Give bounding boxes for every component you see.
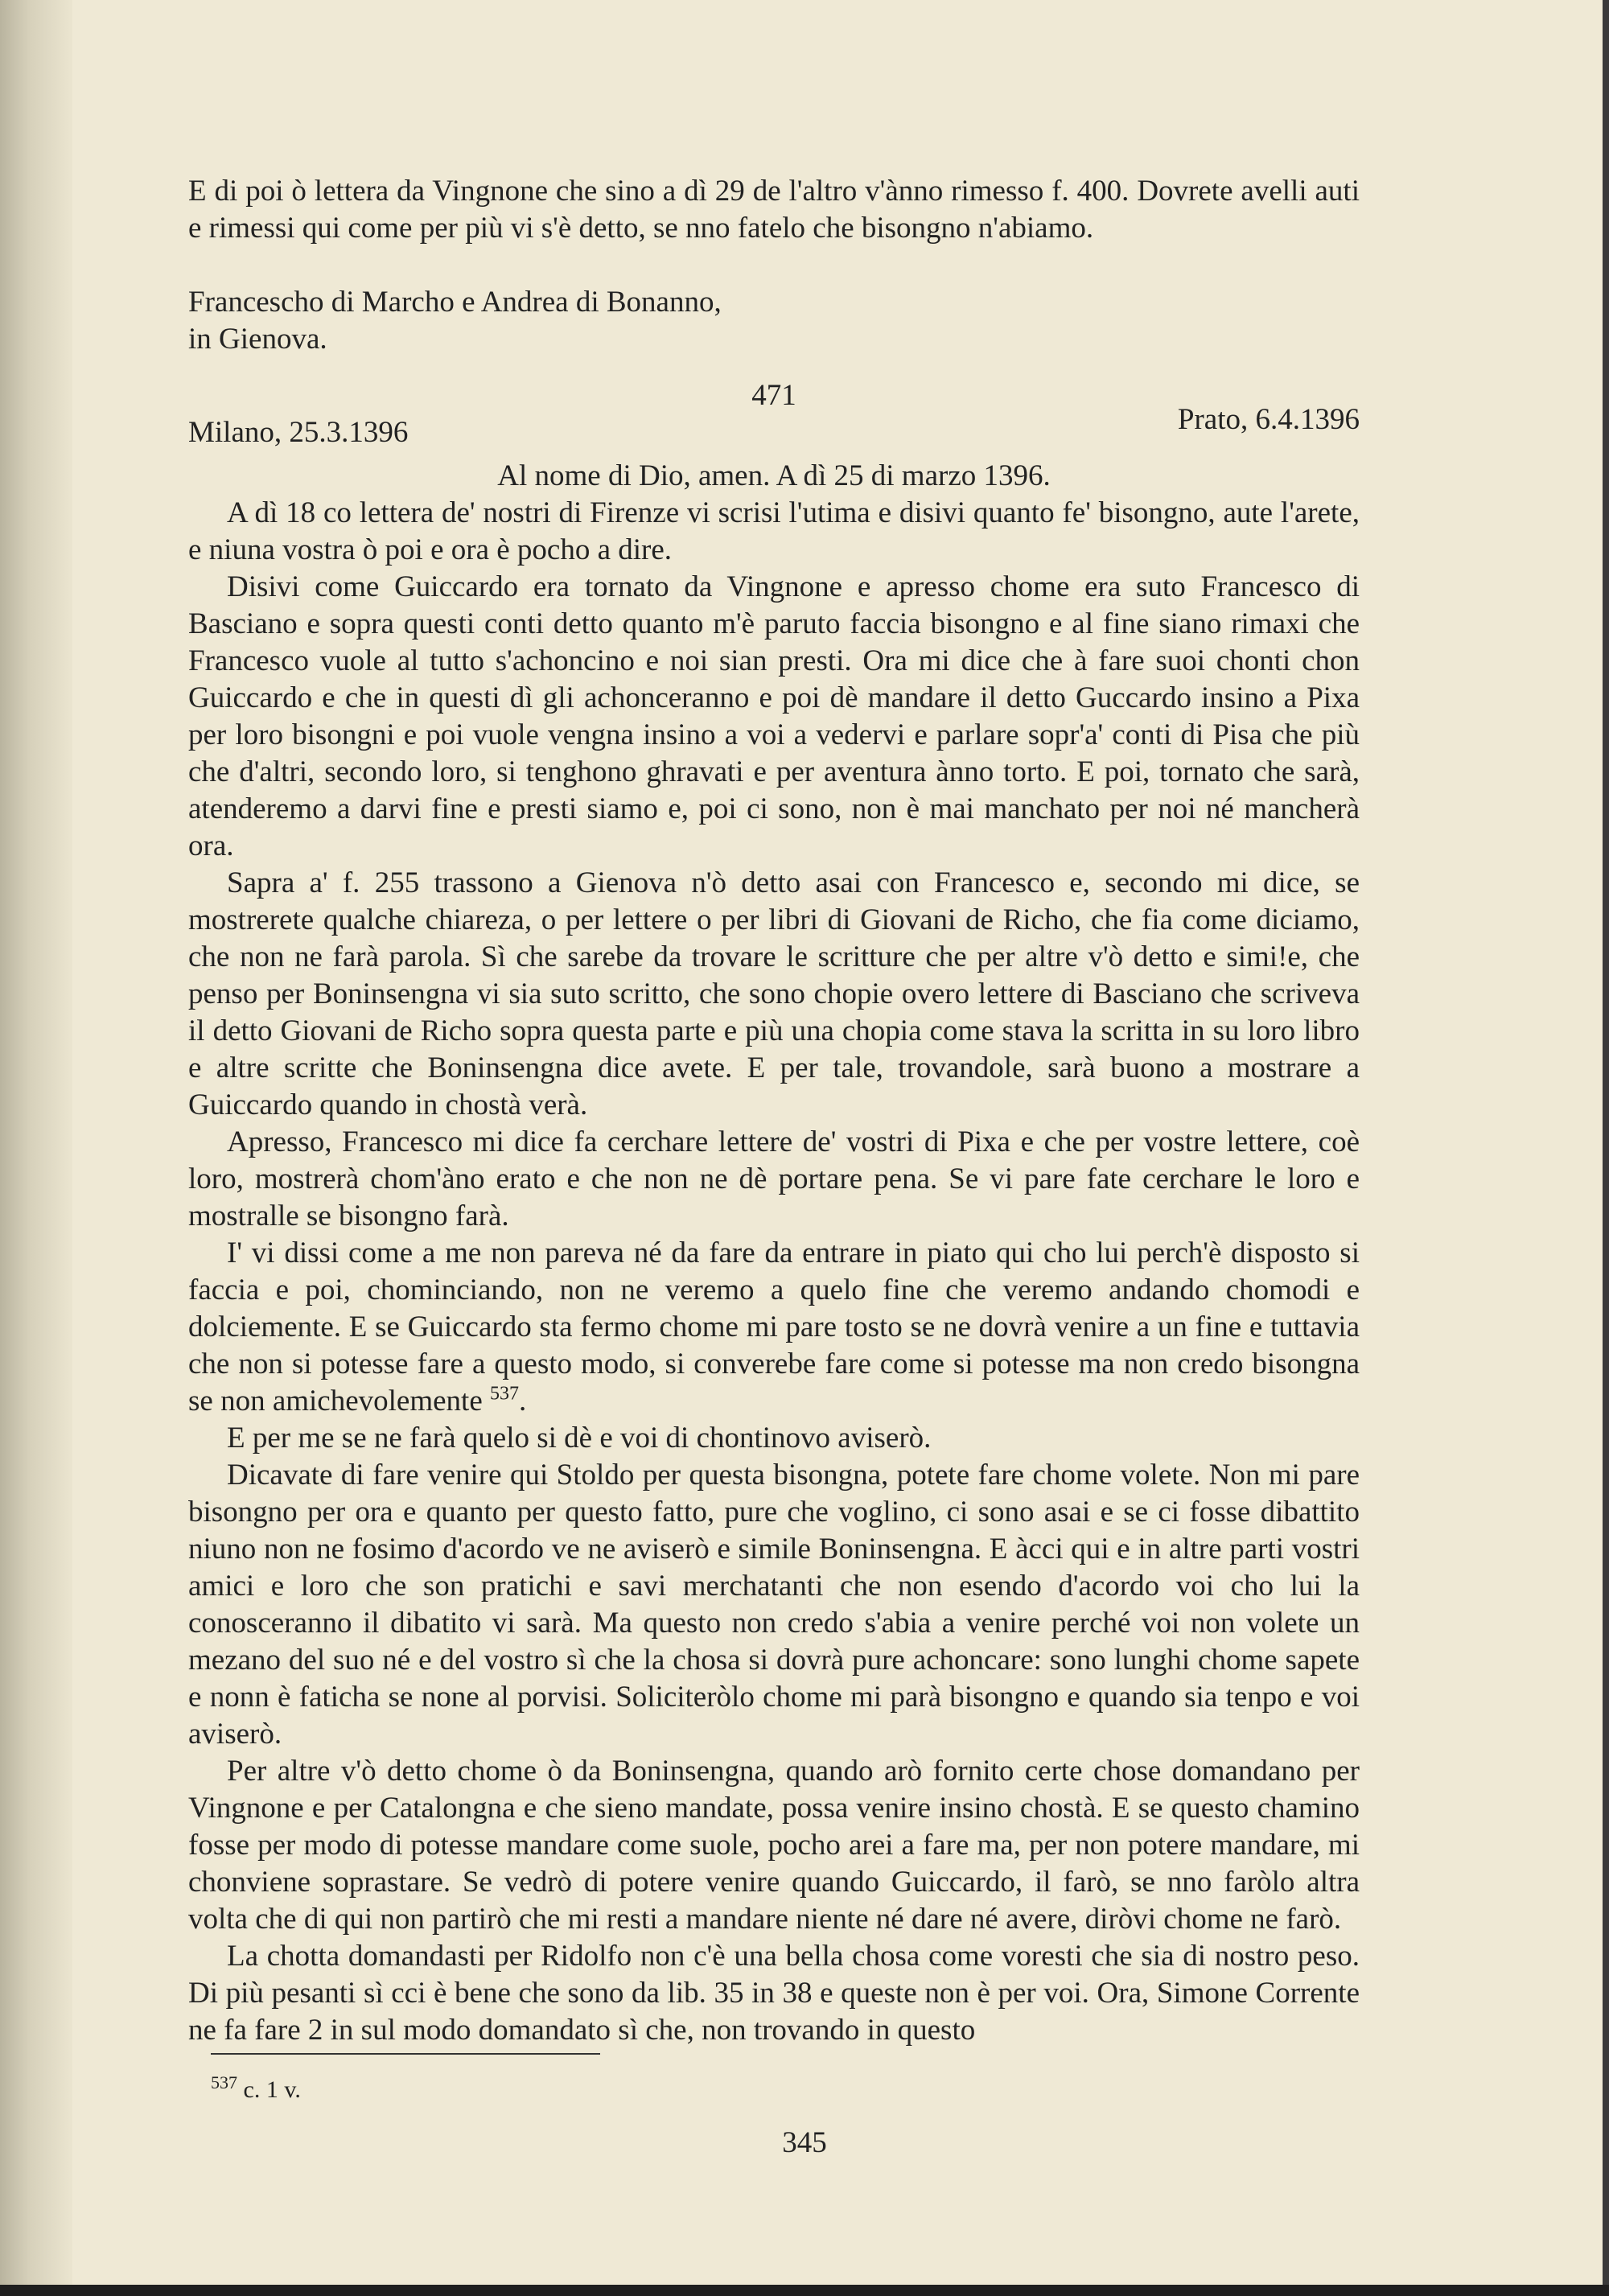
letter-paragraph: A dì 18 co lettera de' nostri di Firenze vi scrisi l'utima e disivi quanto fe' bisongno, aute l'arete, e niuna vostra ò poi e ora è pocho a dire. <box>188 496 1360 566</box>
addressee-line-1: Francescho di Marcho e Andrea di Bonanno, <box>188 286 722 319</box>
page-spine-shadow <box>0 0 72 2296</box>
footnote <box>211 2074 301 2106</box>
letter-origin: Milano, 25.3.1396 <box>188 416 409 449</box>
closing-paragraph: E di poi ò lettera da Vingnone che sino a dì 29 de l'altro v'ànno rimesso f. 400. Dovrete avelli auti e rimessi qui come per più vi s'è detto, se nno fatelo che bisongno n'abiamo. <box>188 175 1360 245</box>
letter-paragraph: Apresso, Francesco mi dice fa cerchare lettere de' vostri di Pixa e che per vostre lettere, coè loro, mostrerà chom'àno erato e che non ne dè portare pena. Se vi pare fate cerchare le loro e mostralle se bisongno farà. <box>188 1125 1360 1232</box>
letter-paragraph-text: I' vi dissi come a me non pareva né da fare da entrare in piato qui cho lui perch'è disposto si faccia e poi, chominciando, non ne veremo a quelo fine che veremo andando chomodi e dolciemente. E se Guiccardo sta fermo chome mi pare tosto se ne dovrà venire a un fine e tuttavia che non si potesse fare a questo modo, si converebe fare come si potesse ma non credo bisongna se non amichevolemente <box>188 1236 1360 1418</box>
letter-paragraph: Dicavate di fare venire qui Stoldo per questa bisongna, potete fare chome volete. Non mi pare bisongno per ora e quanto per questo fatto, pure che voglino, ci sono asai e se ci fosse dibattito niuno non ne fosimo d'acordo ve ne aviserò e simile Boninsengna. E àcci qui e in altre parti vostri amici e loro che son pratichi e savi merchatanti che non esendo d'acordo voi cho lui la conosceranno il dibatito vi sarà. Ma questo non credo s'abia a venire perché voi non volete un mezano del suo né e del vostro sì che la chosa si dovrà pure achoncare: sono lunghi chome sapete e nonn è faticha se none al porvisi. Soliciteròlo chome mi parà bisongno e quando sia tenpo e voi aviserò. <box>188 1459 1360 1751</box>
letter-invocation: Al nome di Dio, amen. A dì 25 di marzo 1396. <box>497 459 1051 492</box>
text-block <box>188 173 1360 2049</box>
letter-header <box>188 377 1360 458</box>
addressee-line-2: in Gienova. <box>188 323 327 356</box>
footnote-reference[interactable]: 537 <box>490 1383 520 1405</box>
letter-paragraph: E per me se ne farà quelo si dè e voi di chontinovo aviserò. <box>227 1422 932 1455</box>
letter-number: 471 <box>751 379 796 412</box>
letter-destination: Prato, 6.4.1396 <box>1177 403 1360 436</box>
letter-paragraph-tail: . <box>519 1385 527 1418</box>
footnote-number: 537 <box>211 2072 237 2092</box>
page-number: 345 <box>782 2126 827 2159</box>
letter-paragraph: Sapra a' f. 255 trassono a Gienova n'ò detto asai con Francesco e, secondo mi dice, se mostrerete qualche chiareza, o per lettere o per libri di Giovani de Richo, che fia come diciamo, che non ne farà parola. Sì che sarebe da trovare le scritture che per altre v'ò detto e simi!e, che penso per Boninsengna vi sia suto scritto, che sono chopie overo lettere di Basciano che scriveva il detto Giovani de Richo sopra questa parte e più una chopia come stava la scritta in su loro libro e altre scritte che Boninsengna dice avete. E per tale, trovandole, sarà buono a mostrare a Guiccardo quando in chostà verà. <box>188 866 1360 1121</box>
footnote-text: c. 1 v. <box>243 2076 301 2103</box>
letter-paragraph: Disivi come Guiccardo era tornato da Vingnone e apresso chome era suto Francesco di Basciano e sopra questi conti detto quanto m'è paruto faccia bisongno e al fine siano rimaxi che Francesco vuole al tutto s'achoncino e noi sian presti. Ora mi dice che à fare suoi chonti chon Guiccardo e che in questi dì gli achonceranno e poi dè mandare il detto Guccardo insino a Pixa per loro bisongni e poi vuole vengna insino a voi a vedervi e parlare sopr'a' conti di Pisa che più che d'altri, secondo loro, si tenghono ghravati e per aventura ànno torto. E poi, tornato che sarà, atenderemo a darvi fine e presti siamo e, poi ci sono, non è mai manchato per noi né mancherà ora. <box>188 570 1360 862</box>
page-edge-bottom <box>0 2285 1609 2296</box>
footnote-rule <box>211 2053 600 2055</box>
letter-paragraph: La chotta domandasti per Ridolfo non c'è una bella chosa come voresti che sia di nostro peso. Di più pesanti sì cci è bene che sono da lib. 35 in 38 e queste non è per voi. Ora, Simone Corrente ne fa fare 2 in sul modo domandato sì che, non trovando in questo <box>188 1940 1360 2047</box>
letter-paragraph: Per altre v'ò detto chome ò da Boninsengna, quando arò fornito certe chose domandano per Vingnone e per Catalongna e che sieno mandate, possa venire insino chostà. E se questo chamino fosse per modo di potesse mandare come suole, pocho arei a fare ma, per non potere mandare, mi chonviene soprastare. Se vedrò di potere venire quando Guiccardo, il farò, se nno faròlo altra volta che di qui non partirò che mi resti a mandare niente né dare né avere, diròvi chome ne farò. <box>188 1755 1360 1936</box>
letter-paragraph-with-note <box>188 1235 1360 1420</box>
page-edge-right <box>1603 0 1609 2296</box>
